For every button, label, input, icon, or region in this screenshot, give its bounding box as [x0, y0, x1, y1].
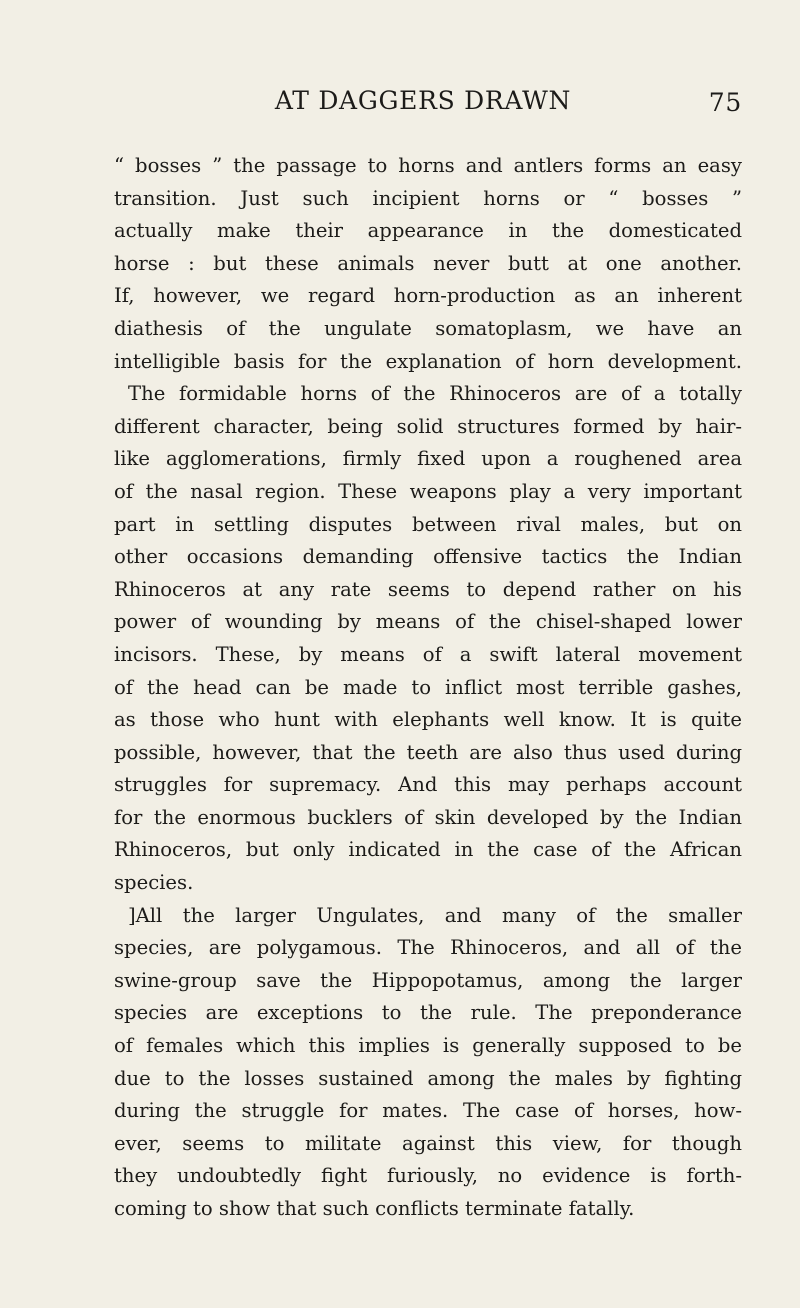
text-line: ]All the larger Ungulates, and many of the smaller [128, 903, 742, 927]
text-line: horse : but these animals never butt at one another. [114, 251, 742, 275]
text-line: diathesis of the ungulate somatoplasm, we have an [114, 316, 742, 340]
text-line: part in settling disputes between rival males, but on [114, 512, 742, 536]
running-title: AT DAGGERS DRAWN [274, 86, 572, 115]
text-line: swine-group save the Hippopotamus, among the larger [114, 968, 742, 992]
text-line: of the head can be made to inflict most terrible gashes, [114, 675, 742, 699]
text-line: species, are polygamous. The Rhinoceros, and all of the [114, 936, 742, 960]
text-line: The formidable horns of the Rhinoceros are of a totally [128, 382, 742, 406]
text-line: as those who hunt with elephants well know. It is quite [114, 708, 742, 732]
text-line: for the enormous bucklers of skin developed by the Indian [114, 805, 742, 829]
text-line: like agglomerations, firmly fixed upon a roughened area [114, 447, 742, 471]
text-line: If, however, we regard horn-production as an inherent [114, 284, 742, 308]
text-line: Rhinoceros, but only indicated in the case of the African [114, 838, 742, 862]
text-line: during the struggle for mates. The case of horses, how- [114, 1099, 742, 1123]
text-line: “ bosses ” the passage to horns and antlers forms an easy [114, 154, 742, 177]
text-line: power of wounding by means of the chisel-shaped lower [114, 610, 742, 634]
body-text [114, 150, 742, 1226]
text-line: species are exceptions to the rule. The preponderance [114, 1001, 742, 1025]
text-line: other occasions demanding offensive tactics the Indian [114, 545, 742, 569]
text-line: incisors. These, by means of a swift lateral movement [114, 642, 742, 666]
text-line: possible, however, that the teeth are also thus used during [114, 740, 742, 764]
text-line: they undoubtedly fight furiously, no evidence is forth- [114, 1164, 742, 1188]
text-line: species. [114, 871, 194, 895]
text-line: of females which this implies is generally supposed to be [114, 1034, 742, 1058]
text-line: struggles for supremacy. And this may perhaps account [114, 773, 742, 797]
text-line: coming to show that such conflicts terminate fatally. [114, 1197, 635, 1220]
running-head [104, 86, 742, 126]
text-line: of the nasal region. These weapons play a very important [114, 479, 742, 503]
text-line: due to the losses sustained among the males by fighting [114, 1066, 742, 1090]
text-line: ever, seems to militate against this view, for though [114, 1131, 742, 1155]
text-line: actually make their appearance in the domesticated [114, 219, 742, 243]
page-number: 75 [708, 88, 742, 117]
text-line: transition. Just such incipient horns or “ bosses ” [114, 186, 742, 210]
text-line: Rhinoceros at any rate seems to depend rather on his [114, 577, 742, 601]
text-line: different character, being solid structures formed by hair- [114, 414, 742, 438]
text-line: intelligible basis for the explanation of horn development. [114, 349, 742, 373]
